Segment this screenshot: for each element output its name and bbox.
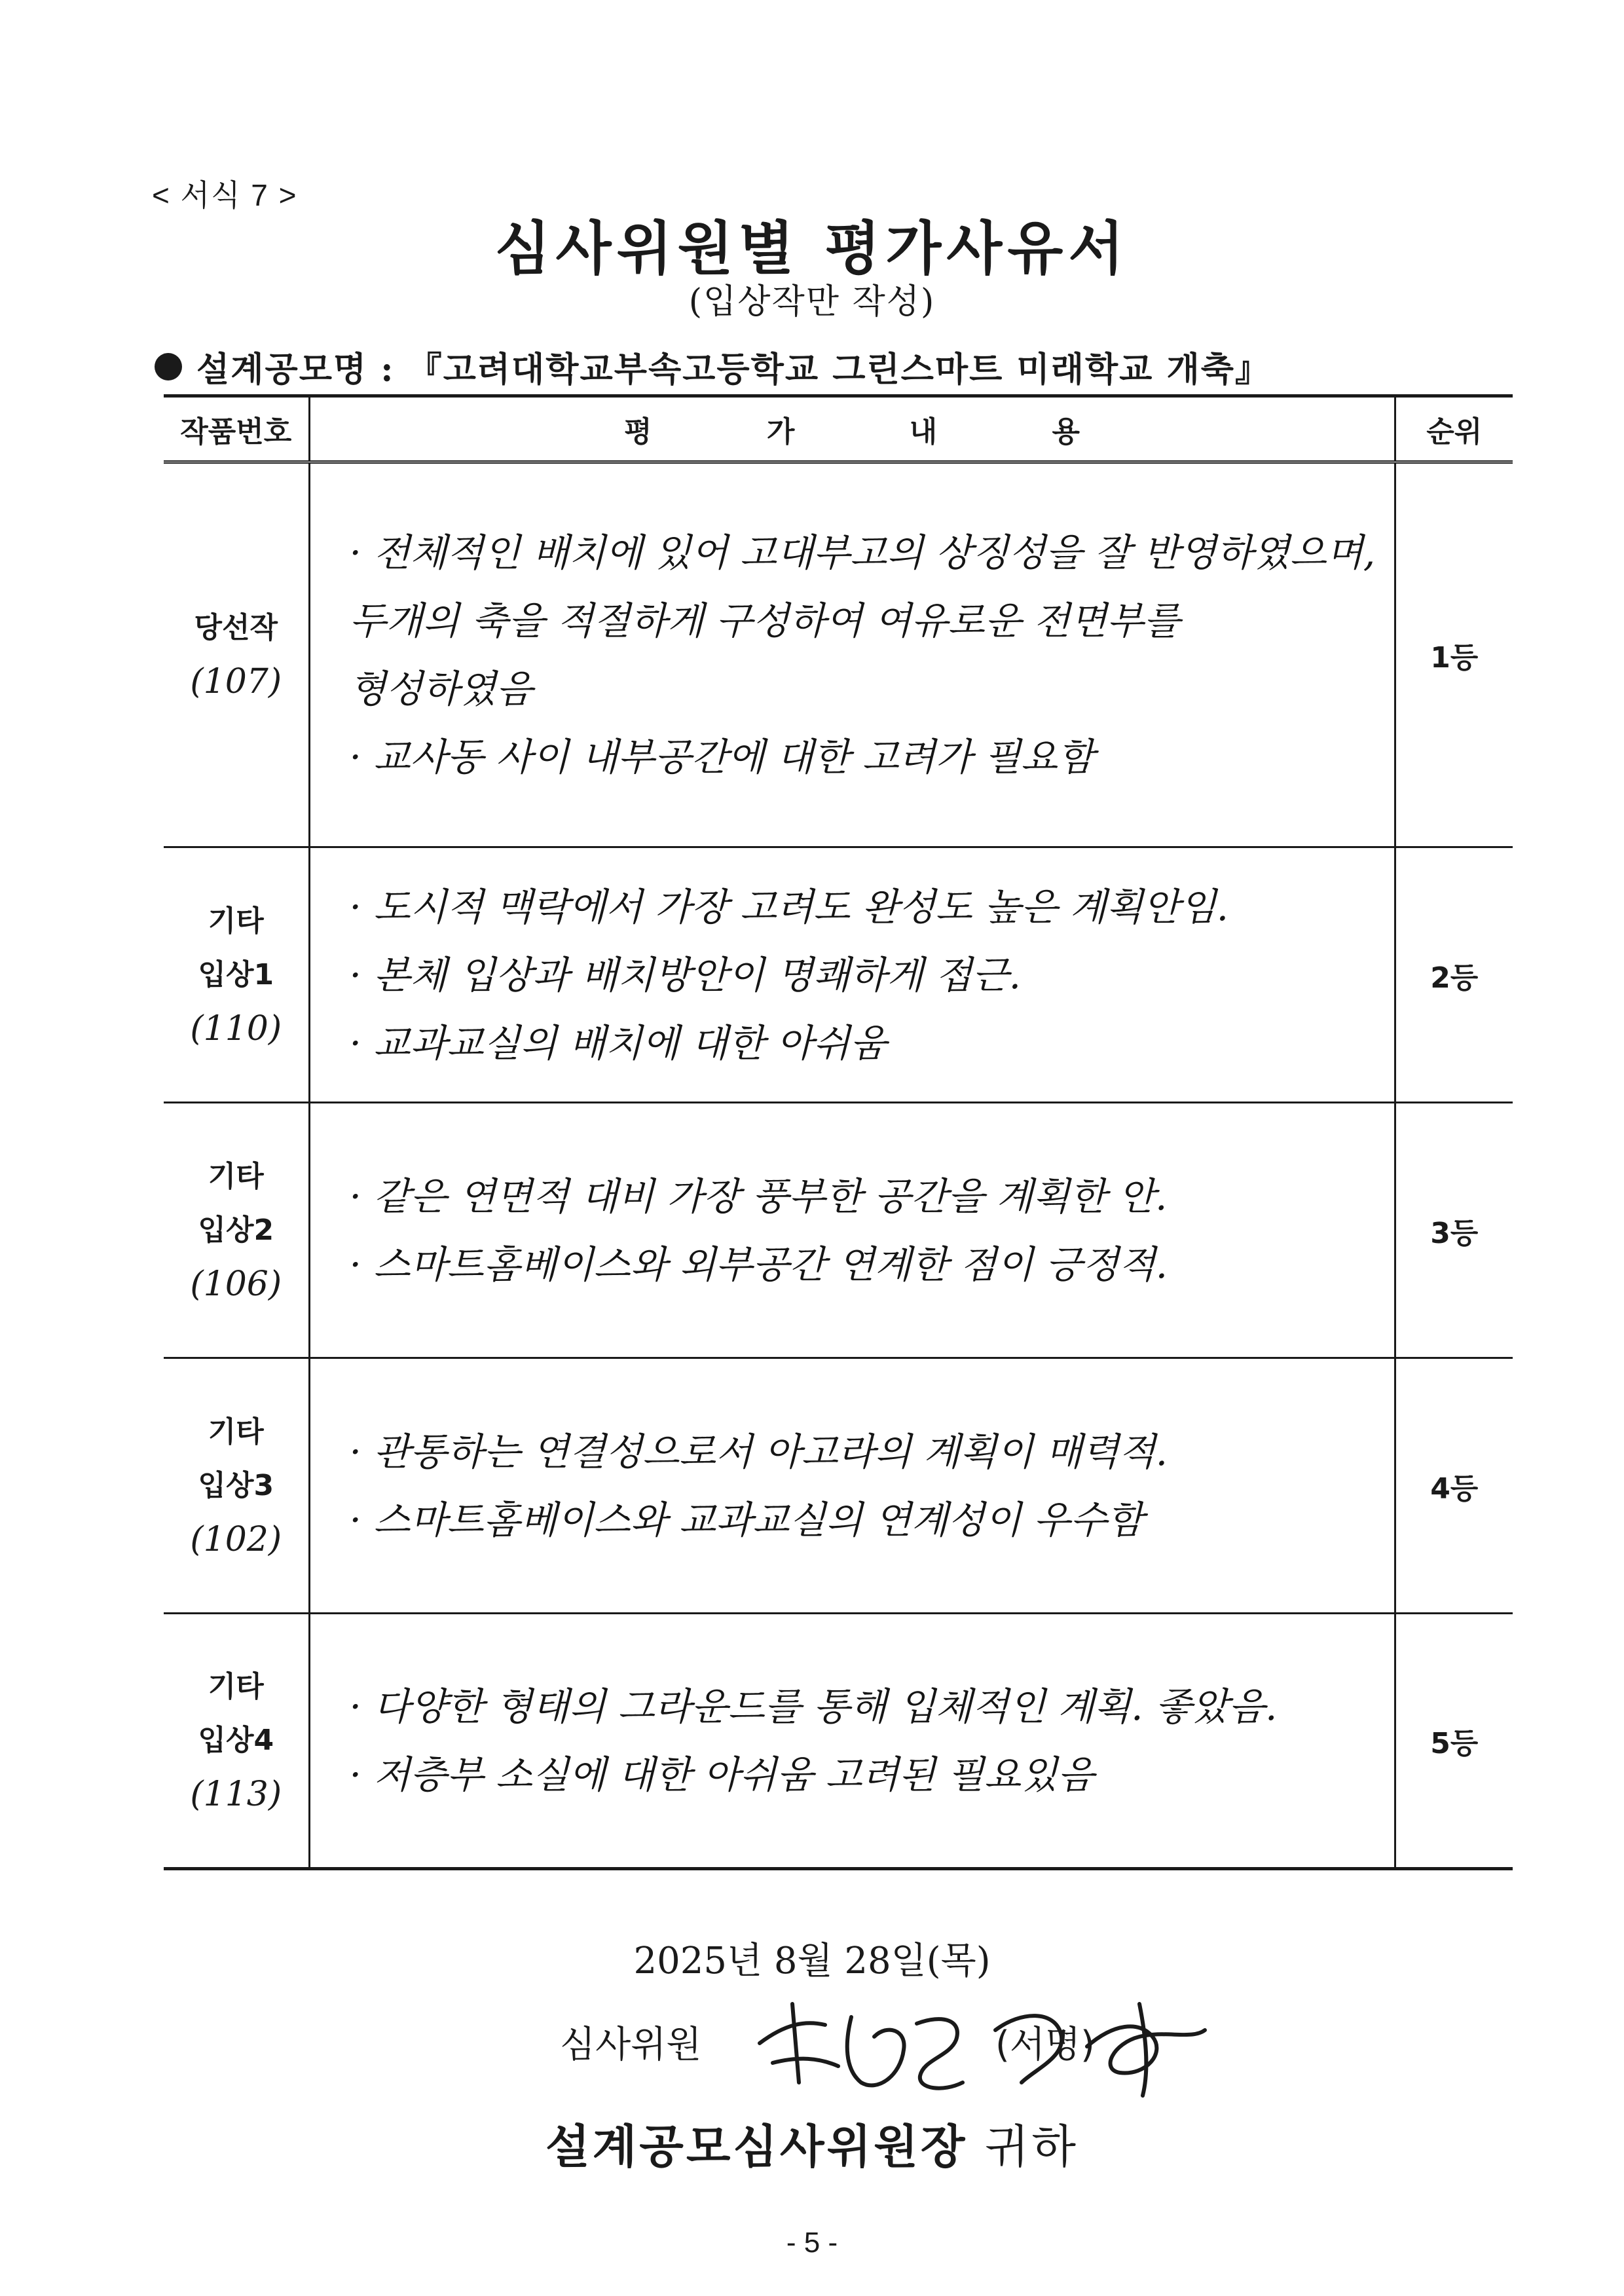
handwritten-signature [747, 1984, 1218, 2109]
table-row [164, 462, 1513, 847]
entry-title: 기타 [208, 1415, 264, 1449]
evaluation-line: · 스마트홈베이스와 외부공간 연계한 점이 긍정적. [349, 1242, 1168, 1287]
evaluation-line: · 다양한 형태의 그라운드를 통해 입체적인 계획. 좋았음. [349, 1684, 1278, 1729]
evaluation-line: 형성하였음 [349, 667, 533, 711]
evaluation-cell [309, 1358, 1395, 1614]
judge-label: 심사위원 [560, 2024, 702, 2066]
addressee-suffix: 귀하 [967, 2120, 1079, 2174]
rank-cell: 1등 [1395, 462, 1513, 847]
evaluation-line: · 스마트홈베이스와 교과교실의 연계성이 우수함 [349, 1497, 1144, 1542]
table-row [164, 1358, 1513, 1614]
evaluation-cell [309, 1614, 1395, 1869]
evaluation-cell [309, 1103, 1395, 1358]
entry-title: 기타 [208, 904, 264, 938]
evaluation-cell [309, 847, 1395, 1103]
entry-number: (102) [190, 1519, 282, 1559]
rank-cell: 4등 [1395, 1358, 1513, 1614]
entry-subtitle: 입상2 [198, 1213, 274, 1247]
header-evaluation-content [309, 396, 1395, 462]
header-entry-number: 작품번호 [164, 396, 309, 462]
evaluation-line: · 관통하는 연결성으로서 아고라의 계획이 매력적. [349, 1429, 1168, 1474]
entry-subtitle: 입상1 [198, 957, 274, 991]
rank-cell: 3등 [1395, 1103, 1513, 1358]
header-evaluation-content-text: 평 가 내 용 [624, 415, 1132, 449]
header-rank: 순위 [1395, 396, 1513, 462]
entry-cell [164, 1358, 309, 1614]
addressee-title: 설계공모심사위원장 [545, 2120, 968, 2174]
document-subtitle: (입상작만 작성) [688, 282, 936, 322]
table-header-row [164, 396, 1513, 462]
rank-cell: 5등 [1395, 1614, 1513, 1869]
project-name [155, 342, 1270, 391]
entry-cell [164, 1614, 309, 1869]
table-row [164, 1614, 1513, 1869]
entry-number: (106) [190, 1264, 282, 1304]
evaluation-line: 두개의 축을 적절하게 구성하여 여유로운 전면부를 [349, 599, 1181, 643]
entry-title: 기타 [208, 1670, 264, 1703]
addressee [0, 2110, 1624, 2176]
entry-title: 기타 [208, 1159, 264, 1193]
evaluation-table [164, 394, 1513, 1870]
document-title: 심사위원별 평가사유서 [494, 214, 1130, 282]
entry-number: (110) [190, 1009, 282, 1048]
entry-subtitle: 입상4 [198, 1724, 274, 1757]
entry-cell [164, 1103, 309, 1358]
entry-subtitle: 입상3 [198, 1468, 274, 1502]
entry-cell [164, 462, 309, 847]
entry-title: 당선작 [194, 611, 278, 644]
entry-number: (113) [190, 1775, 282, 1814]
evaluation-line: · 본체 입상과 배치방안이 명쾌하게 접근. [349, 952, 1022, 997]
entry-number: (107) [190, 662, 282, 701]
evaluation-line: · 도시적 맥락에서 가장 고려도 완성도 높은 계획안임. [349, 884, 1229, 929]
page-number: - 5 - [786, 2227, 838, 2259]
table-row [164, 847, 1513, 1103]
bullet-icon [155, 353, 182, 380]
evaluation-line: · 전체적인 배치에 있어 고대부고의 상징성을 잘 반영하였으며, [349, 530, 1376, 575]
form-number: < 서식 7 > [152, 178, 298, 212]
entry-cell [164, 847, 309, 1103]
evaluation-line: · 저층부 소실에 대한 아쉬움 고려된 필요있음 [349, 1752, 1095, 1797]
evaluation-line: · 같은 연면적 대비 가장 풍부한 공간을 계획한 안. [349, 1174, 1168, 1219]
seal-label: (서명) [995, 2024, 1095, 2066]
evaluation-cell [309, 462, 1395, 847]
table-row [164, 1103, 1513, 1358]
project-name-text: 설계공모명 : 『고려대학교부속고등학교 그린스마트 미래학교 개축』 [196, 350, 1270, 390]
evaluation-line: · 교과교실의 배치에 대한 아쉬움 [349, 1020, 887, 1065]
rank-cell: 2등 [1395, 847, 1513, 1103]
evaluation-line: · 교사동 사이 내부공간에 대한 고려가 필요함 [349, 735, 1095, 779]
document-date: 2025년 8월 28일(목) [633, 1940, 991, 1982]
